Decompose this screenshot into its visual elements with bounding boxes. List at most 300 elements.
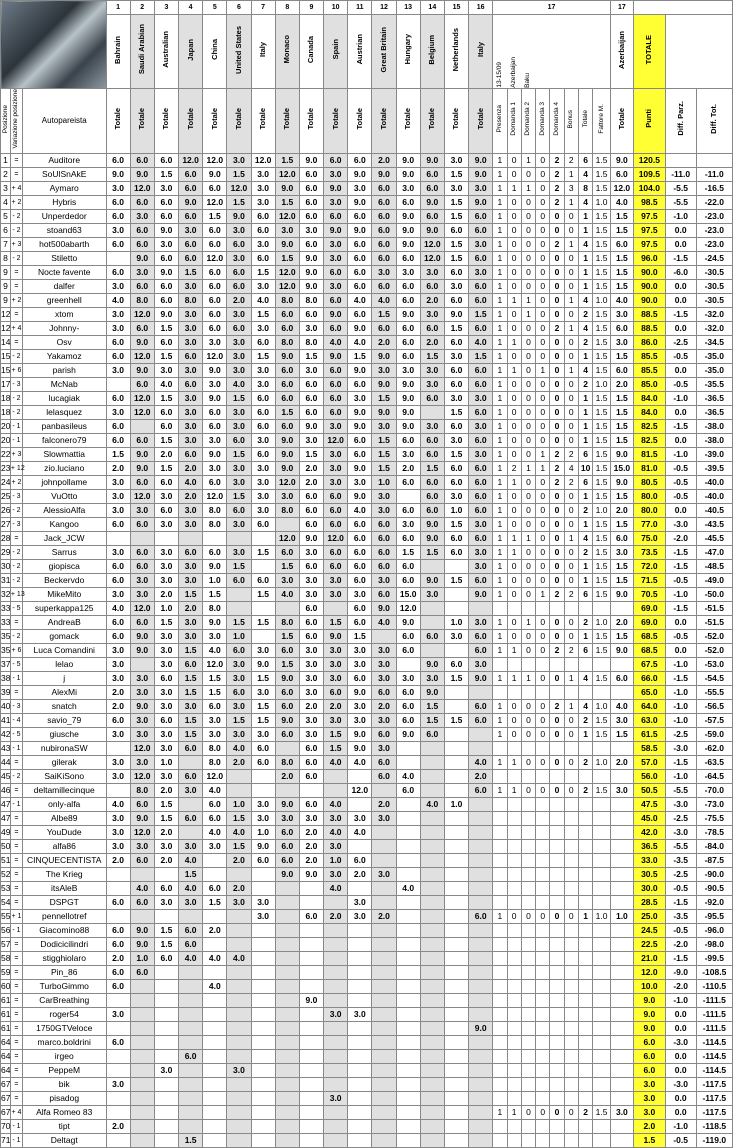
race-header — [299, 15, 323, 89]
punti-cell: 90.0 — [633, 265, 665, 279]
race-score: 3.0 — [106, 321, 130, 335]
race17-score: 6.0 — [610, 321, 633, 335]
race-score: 4.0 — [203, 979, 227, 993]
bonus-cell: 8 — [578, 181, 592, 195]
race-score: 1.5 — [106, 447, 130, 461]
race-score — [348, 1077, 372, 1091]
race-score: 1.5 — [227, 559, 251, 573]
variation-cell: + 2 — [10, 195, 22, 209]
race17-score: 12.0 — [610, 181, 633, 195]
race-score — [203, 993, 227, 1007]
race-score — [227, 923, 251, 937]
race17-score: 1.0 — [610, 909, 633, 923]
race-score — [420, 1021, 444, 1035]
punti-cell: 6.0 — [633, 1063, 665, 1077]
position-cell: 67 — [1, 1105, 11, 1119]
race-score — [299, 1063, 323, 1077]
race-score: 6.0 — [299, 167, 323, 181]
race-score: 3.0 — [324, 811, 348, 825]
race-score — [227, 531, 251, 545]
race-score: 1.5 — [444, 517, 468, 531]
race17-score: 1.5 — [610, 349, 633, 363]
race-score: 6.0 — [420, 629, 444, 643]
race-score: 6.0 — [348, 265, 372, 279]
race17-score — [610, 881, 633, 895]
position-cell: 2 — [1, 167, 11, 181]
variation-cell: = — [10, 965, 22, 979]
bonus-cell: 4 — [578, 363, 592, 377]
race-score — [179, 1091, 203, 1105]
bonus-cell — [493, 1119, 507, 1133]
race-score: 3.0 — [130, 685, 154, 699]
diff-tot-cell: -40.5 — [696, 503, 732, 517]
race-score — [227, 979, 251, 993]
bonus-cell: 4 — [578, 321, 592, 335]
bonus-cell — [578, 797, 592, 811]
race-score: 3.0 — [299, 713, 323, 727]
race-score: 9.0 — [275, 713, 299, 727]
race-score — [396, 909, 420, 923]
race-score — [227, 601, 251, 615]
race-score: 12.0 — [130, 601, 154, 615]
race-score — [106, 1049, 130, 1063]
table-row — [1, 741, 733, 755]
position-cell: 1 — [1, 153, 11, 167]
totale-column-header-label: Totale — [306, 107, 316, 130]
bonus-cell — [578, 853, 592, 867]
race-score: 3.0 — [251, 489, 275, 503]
punti-cell: 71.5 — [633, 573, 665, 587]
race17-score — [610, 853, 633, 867]
totale-column-header — [444, 89, 468, 154]
race-score: 6.0 — [324, 503, 348, 517]
totale-column-header-label: Totale — [451, 107, 461, 130]
bonus-cell: 0 — [564, 1105, 578, 1119]
race-score: 8.0 — [275, 335, 299, 349]
bonus-cell: 0 — [521, 223, 535, 237]
player-name: pennellotref — [22, 909, 106, 923]
race-score: 6.0 — [444, 545, 468, 559]
race-score: 3.0 — [251, 727, 275, 741]
bonus-cell: 0 — [507, 433, 521, 447]
race-score: 1.5 — [372, 391, 396, 405]
race-score: 6.0 — [203, 699, 227, 713]
race-score: 1.5 — [203, 587, 227, 601]
race-score: 9.0 — [324, 629, 348, 643]
table-row — [1, 699, 733, 713]
race-score — [469, 951, 493, 965]
race-score: 3.0 — [227, 363, 251, 377]
race-score: 6.0 — [251, 223, 275, 237]
race-score — [420, 1091, 444, 1105]
race-score: 9.0 — [372, 601, 396, 615]
bonus-cell: 1 — [493, 419, 507, 433]
table-row — [1, 363, 733, 377]
diff-tot-cell: -43.5 — [696, 517, 732, 531]
player-name: gomack — [22, 629, 106, 643]
race17-score: 6.0 — [610, 671, 633, 685]
table-row — [1, 671, 733, 685]
race-score: 3.0 — [227, 895, 251, 909]
race-score: 1.5 — [444, 167, 468, 181]
table-row — [1, 811, 733, 825]
race-score: 6.0 — [251, 755, 275, 769]
race-score — [275, 741, 299, 755]
race-score: 9.0 — [227, 209, 251, 223]
race-score: 6.0 — [372, 181, 396, 195]
race-score — [203, 937, 227, 951]
race-score — [396, 1049, 420, 1063]
bonus-cell: 0 — [536, 419, 550, 433]
diff-parz-cell: 0.0 — [665, 293, 696, 307]
variation-cell: = — [10, 685, 22, 699]
race-score: 1.0 — [227, 629, 251, 643]
bonus-cell — [564, 825, 578, 839]
bonus-cell — [507, 853, 521, 867]
diff-parz-cell: -0.5 — [665, 923, 696, 937]
race-score: 1.5 — [444, 713, 468, 727]
diff-parz-cell: -2.5 — [665, 867, 696, 881]
race-score: 6.0 — [203, 475, 227, 489]
race-score: 1.0 — [251, 825, 275, 839]
diff-parz-cell: 0.0 — [665, 433, 696, 447]
bonus-column-header-label: Totale — [581, 110, 589, 128]
race17-score: 1.5 — [610, 209, 633, 223]
race-score — [348, 1049, 372, 1063]
race-score: 3.0 — [324, 867, 348, 881]
bonus-cell: 0 — [536, 321, 550, 335]
diff-parz-cell: -1.5 — [665, 601, 696, 615]
race-score: 6.0 — [324, 293, 348, 307]
race17-score: 1.5 — [610, 265, 633, 279]
race-score — [227, 993, 251, 1007]
race-score: 6.0 — [203, 237, 227, 251]
race-score: 6.0 — [469, 433, 493, 447]
race-score: 3.0 — [251, 461, 275, 475]
race-score — [469, 601, 493, 615]
race-score — [154, 1021, 178, 1035]
bonus-column-header — [493, 89, 507, 154]
variation-cell: = — [10, 825, 22, 839]
race17-score — [610, 741, 633, 755]
race-score: 6.0 — [324, 363, 348, 377]
bonus-cell: 1 — [493, 573, 507, 587]
race-name-row — [1, 15, 733, 89]
table-row — [1, 1035, 733, 1049]
race-score — [420, 783, 444, 797]
race-score: 6.0 — [106, 195, 130, 209]
position-cell: 64 — [1, 1049, 11, 1063]
bonus-cell: 0 — [564, 349, 578, 363]
position-cell: 3 — [1, 181, 11, 195]
position-cell: 18 — [1, 391, 11, 405]
race-score: 6.0 — [324, 391, 348, 405]
logo — [1, 1, 107, 89]
race-score: 4.0 — [275, 587, 299, 601]
bonus-cell: 0 — [536, 377, 550, 391]
bonus-cell — [521, 797, 535, 811]
race-score — [348, 881, 372, 895]
race-score: 9.0 — [420, 195, 444, 209]
diff-tot-cell: -114.5 — [696, 1063, 732, 1077]
race-score: 4.0 — [106, 797, 130, 811]
bonus-cell: 1 — [536, 363, 550, 377]
race-score: 1.5 — [227, 615, 251, 629]
race-score — [203, 1133, 227, 1147]
punti-cell: 80.5 — [633, 475, 665, 489]
race17-score: 2.0 — [610, 377, 633, 391]
race-score: 6.0 — [396, 279, 420, 293]
bonus-cell: 0 — [550, 307, 564, 321]
diff-tot-cell: -51.5 — [696, 601, 732, 615]
bonus-cell — [507, 741, 521, 755]
race-score: 6.0 — [420, 391, 444, 405]
race-header — [227, 15, 251, 89]
race-score: 1.5 — [275, 153, 299, 167]
race-score: 9.0 — [348, 223, 372, 237]
race-score: 6.0 — [203, 811, 227, 825]
table-row — [1, 979, 733, 993]
player-name: stigghiolaro — [22, 951, 106, 965]
player-name: CINQUECENTISTA — [22, 853, 106, 867]
race-number: 13 — [396, 1, 420, 15]
diff-tot-cell: -114.5 — [696, 1049, 732, 1063]
race-score — [444, 811, 468, 825]
race-score: 6.0 — [324, 545, 348, 559]
race-score: 6.0 — [251, 209, 275, 223]
race-score — [348, 993, 372, 1007]
bonus-cell — [578, 1035, 592, 1049]
race-score: 6.0 — [372, 321, 396, 335]
race-score: 9.0 — [469, 167, 493, 181]
race-score: 6.0 — [251, 251, 275, 265]
bonus-cell — [507, 951, 521, 965]
race-score — [420, 601, 444, 615]
race17-score: 1.5 — [610, 405, 633, 419]
punti-cell: 97.5 — [633, 209, 665, 223]
race-score — [444, 685, 468, 699]
diff-parz-cell: -0.5 — [665, 489, 696, 503]
race-score: 6.0 — [420, 279, 444, 293]
bonus-cell — [550, 965, 564, 979]
race-score: 6.0 — [348, 307, 372, 321]
player-name: YouDude — [22, 825, 106, 839]
variation-cell: = — [10, 755, 22, 769]
bonus-cell — [521, 1007, 535, 1021]
bonus-cell: 0 — [521, 433, 535, 447]
player-name: Osv — [22, 335, 106, 349]
race-score: 1.5 — [154, 321, 178, 335]
diff-tot-cell: -52.0 — [696, 643, 732, 657]
position-cell: 32 — [1, 587, 11, 601]
race-score: 3.0 — [275, 489, 299, 503]
bonus-cell: 4 — [578, 531, 592, 545]
race-score: 6.0 — [420, 321, 444, 335]
race-score: 3.0 — [179, 559, 203, 573]
race-score: 2.0 — [154, 587, 178, 601]
bonus-cell: 1 — [493, 181, 507, 195]
bonus-cell — [536, 1007, 550, 1021]
race-score — [396, 755, 420, 769]
race-score: 6.0 — [420, 489, 444, 503]
bonus-cell: 0 — [507, 503, 521, 517]
race-number: 10 — [324, 1, 348, 15]
position-cell: 9 — [1, 279, 11, 293]
race-score: 6.0 — [154, 951, 178, 965]
bonus-column-header — [564, 89, 578, 154]
race-score: 3.0 — [324, 167, 348, 181]
bonus-cell: 0 — [550, 713, 564, 727]
punti-cell: 65.0 — [633, 685, 665, 699]
totale-column-header — [106, 89, 130, 154]
bonus-cell — [578, 1077, 592, 1091]
race-score: 6.0 — [179, 181, 203, 195]
bonus-cell: 0 — [564, 909, 578, 923]
race-score: 6.0 — [130, 797, 154, 811]
bonus-column-header-label: Domanda 3 — [538, 101, 546, 136]
race-score: 4.0 — [106, 601, 130, 615]
race-score: 3.0 — [154, 657, 178, 671]
race-score: 6.0 — [372, 195, 396, 209]
bonus-cell: 0 — [536, 335, 550, 349]
race17-score: 1.5 — [610, 279, 633, 293]
punti-cell: 6.0 — [633, 1049, 665, 1063]
race-score — [420, 405, 444, 419]
race17-score: 3.0 — [610, 307, 633, 321]
race-score: 6.0 — [154, 153, 178, 167]
race-score — [372, 1049, 396, 1063]
race-score: 6.0 — [348, 209, 372, 223]
race-score: 6.0 — [444, 293, 468, 307]
player-name: Luca Comandini — [22, 643, 106, 657]
race-score — [420, 993, 444, 1007]
race-score — [154, 1119, 178, 1133]
race-score: 6.0 — [348, 153, 372, 167]
race-score: 1.5 — [154, 615, 178, 629]
race-score: 9.0 — [348, 741, 372, 755]
bonus-cell: 1 — [521, 461, 535, 475]
race-score: 3.0 — [130, 503, 154, 517]
player-name: alfa86 — [22, 839, 106, 853]
race-score: 9.0 — [420, 657, 444, 671]
race-score: 3.0 — [372, 671, 396, 685]
race-score — [420, 741, 444, 755]
race17-score — [610, 1077, 633, 1091]
race-score: 6.0 — [106, 391, 130, 405]
bonus-cell — [564, 657, 578, 671]
race-score — [420, 909, 444, 923]
race-score: 3.0 — [203, 839, 227, 853]
race-header-label: Austrian — [354, 34, 364, 65]
race-score — [251, 1133, 275, 1147]
bonus-column-header — [521, 89, 535, 154]
bonus-cell — [507, 979, 521, 993]
bonus-cell: 0 — [550, 503, 564, 517]
race-score — [106, 1091, 130, 1105]
bonus-cell — [593, 825, 611, 839]
race-score — [275, 1133, 299, 1147]
race-score: 6.0 — [130, 559, 154, 573]
totale-column-header-label: Totale — [161, 107, 171, 130]
race-score: 9.0 — [324, 181, 348, 195]
race-score — [396, 937, 420, 951]
race-score: 1.5 — [444, 447, 468, 461]
race-header — [420, 15, 444, 89]
bonus-cell — [493, 797, 507, 811]
bonus-cell: 1 — [578, 251, 592, 265]
race-header-label: United States — [233, 25, 243, 74]
diff-parz-cell — [665, 153, 696, 167]
race-score: 6.0 — [154, 293, 178, 307]
race-score: 9.0 — [396, 167, 420, 181]
bonus-cell — [593, 839, 611, 853]
race-score: 1.5 — [372, 447, 396, 461]
variation-cell: = — [10, 1021, 22, 1035]
bonus-cell — [493, 867, 507, 881]
player-name: hot500abarth — [22, 237, 106, 251]
race-header-label: Bahrain — [113, 35, 123, 64]
diff-parz-cell: -0.5 — [665, 475, 696, 489]
race-score — [348, 1119, 372, 1133]
race-score: 2.0 — [154, 825, 178, 839]
diff-parz-cell: 0.0 — [665, 405, 696, 419]
bonus-cell: 0 — [564, 559, 578, 573]
race-score — [251, 1063, 275, 1077]
bonus-cell — [493, 1077, 507, 1091]
punti-cell: 80.0 — [633, 489, 665, 503]
table-row — [1, 223, 733, 237]
position-cell: 60 — [1, 979, 11, 993]
race-score: 1.5 — [469, 307, 493, 321]
position-cell: 53 — [1, 881, 11, 895]
race-score: 4.0 — [179, 951, 203, 965]
variation-cell: - 2 — [10, 223, 22, 237]
race-score — [444, 559, 468, 573]
diff-tot-cell: -23.0 — [696, 209, 732, 223]
bonus-cell: 0 — [521, 321, 535, 335]
race-score: 6.0 — [154, 251, 178, 265]
race-score: 2.0 — [324, 699, 348, 713]
bonus-cell: 0 — [550, 489, 564, 503]
race-score: 6.0 — [420, 433, 444, 447]
race17-score: 1.5 — [610, 433, 633, 447]
race-score: 6.0 — [275, 825, 299, 839]
bonus-cell: 0 — [550, 573, 564, 587]
bonus-cell: 0 — [521, 517, 535, 531]
variation-cell: = — [10, 783, 22, 797]
position-cell: 64 — [1, 1063, 11, 1077]
race-score: 1.5 — [179, 1133, 203, 1147]
bonus-column-header-label: Domanda 2 — [524, 101, 532, 136]
race-score: 3.0 — [130, 573, 154, 587]
bonus-cell: 4 — [564, 461, 578, 475]
race-score — [396, 839, 420, 853]
bonus-cell — [493, 769, 507, 783]
bonus-cell — [593, 1133, 611, 1147]
race-score: 3.0 — [251, 433, 275, 447]
race-score — [203, 1021, 227, 1035]
race-number: 16 — [469, 1, 493, 15]
bonus-cell: 1 — [493, 433, 507, 447]
race-score: 3.0 — [154, 727, 178, 741]
race-score: 9.0 — [130, 167, 154, 181]
race-score — [130, 909, 154, 923]
bonus-cell: 1 — [507, 755, 521, 769]
bonus-cell: 0 — [550, 559, 564, 573]
race17-score — [610, 1133, 633, 1147]
race-score — [227, 965, 251, 979]
race17-score — [610, 1119, 633, 1133]
